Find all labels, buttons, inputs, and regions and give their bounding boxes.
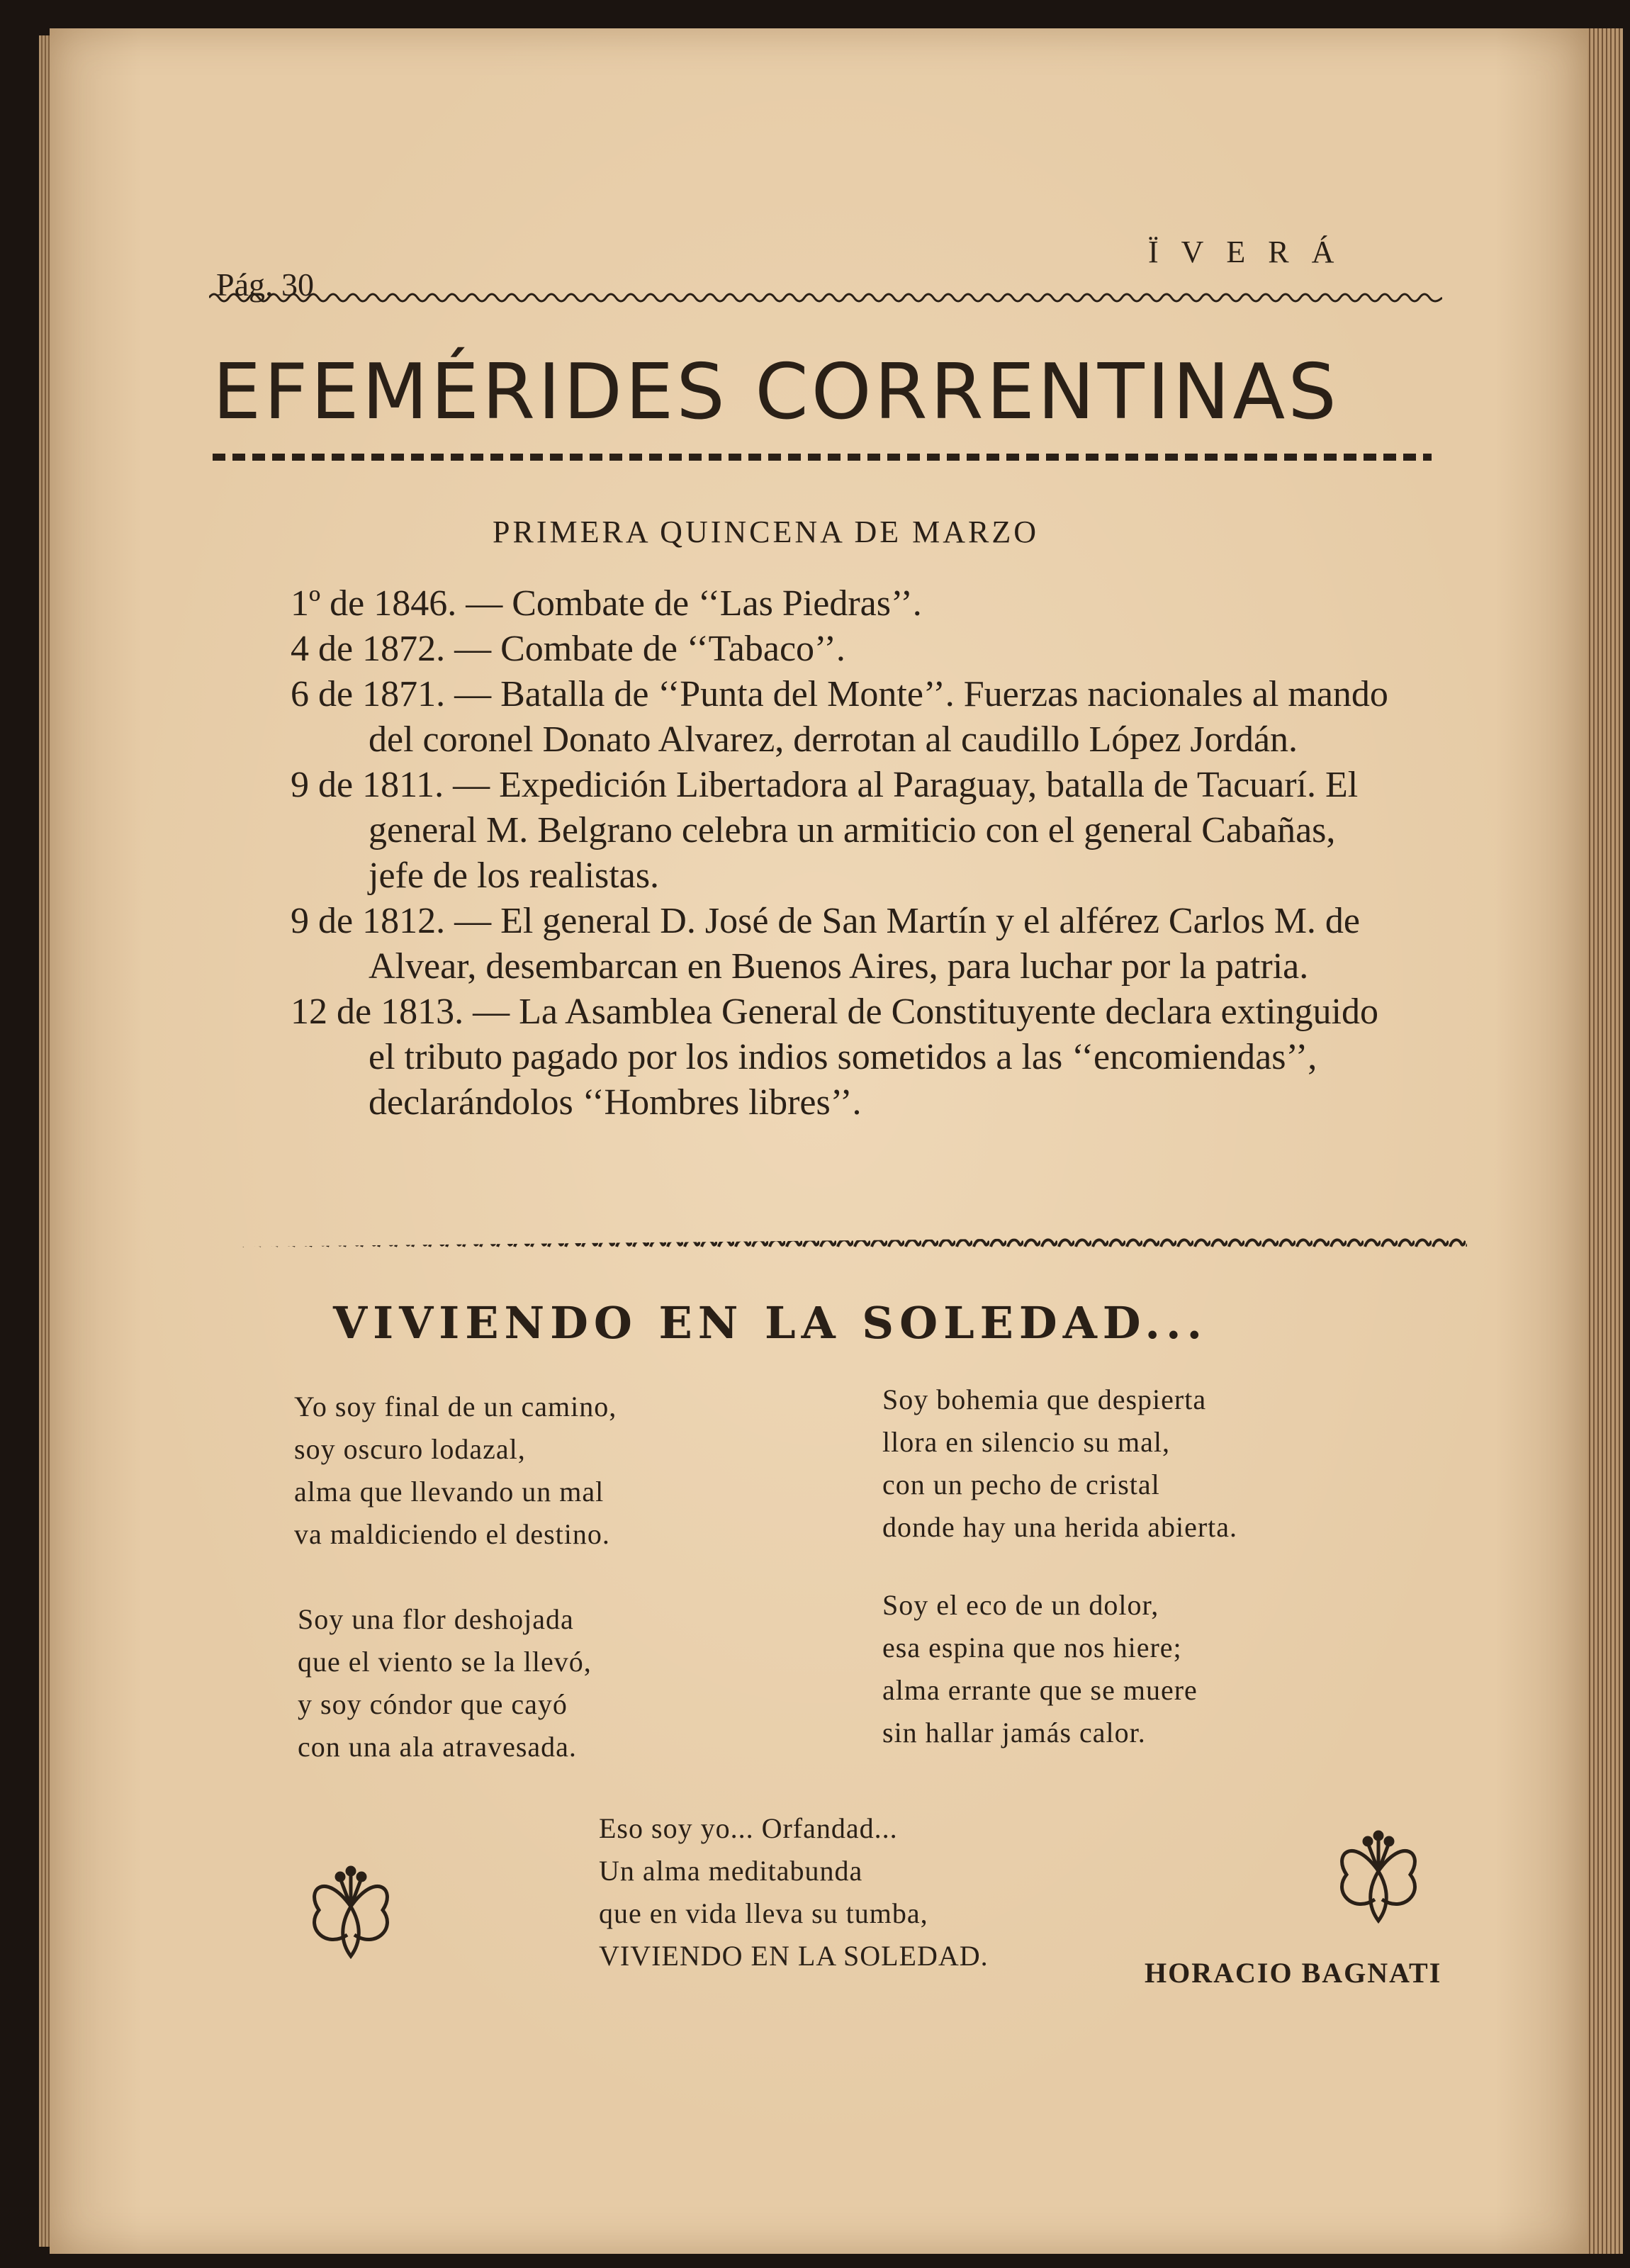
book-page-edges-right xyxy=(1586,28,1623,2254)
ephemeris-entry: 1º de 1846. — Combate de ‘‘Las Piedras’’. xyxy=(291,583,922,624)
poem-line: donde hay una herida abierta. xyxy=(882,1511,1238,1543)
poem-stanza xyxy=(882,1379,1237,1549)
title-dashed-rule xyxy=(213,454,1432,461)
poem-stanza xyxy=(294,1386,617,1556)
poem-line: VIVIENDO EN LA SOLEDAD. xyxy=(599,1940,989,1972)
ephemeris-entry: 6 de 1871. — Batalla de ‘‘Punta del Monte’’. Fuerzas nacionales al mando del coronel Donato Alvarez, derrotan al caudillo López Jordán. xyxy=(291,674,1388,760)
flower-ornament-icon xyxy=(298,1857,404,1963)
ephemeris-entry: 12 de 1813. — La Asamblea General de Constituyente declara extinguido el tributo pagado por los indios sometidos a las ‘‘encomiendas’’, declarándolos ‘‘Hombres libres’’. xyxy=(291,992,1378,1123)
poem-author: HORACIO BAGNATI xyxy=(1145,1957,1442,1989)
poem-final-stanza xyxy=(599,1807,989,1977)
header-wavy-rule xyxy=(209,284,1442,305)
poem-line: Soy el eco de un dolor, xyxy=(882,1589,1159,1621)
poem-line: con una ala atravesada. xyxy=(298,1731,577,1763)
ephemeris-entry: 9 de 1811. — Expedición Libertadora al Paraguay, batalla de Tacuarí. El general M. Belgrano celebra un armiticio con el general Cabañas, jefe de los realistas. xyxy=(291,765,1359,896)
poem-stanza xyxy=(882,1584,1198,1754)
ornamental-divider xyxy=(241,1230,1467,1255)
section-subtitle: PRIMERA QUINCENA DE MARZO xyxy=(493,515,1040,549)
poem-line: soy oscuro lodazal, xyxy=(294,1433,526,1465)
page-number: Pág. 30 xyxy=(216,266,314,303)
poem-line: alma que llevando un mal xyxy=(294,1476,605,1508)
poem-line: alma errante que se muere xyxy=(882,1674,1198,1706)
section-title: EFEMÉRIDES CORRENTINAS xyxy=(213,348,1339,437)
flower-ornament-icon xyxy=(1325,1821,1432,1928)
poem-line: Soy una flor deshojada xyxy=(298,1603,574,1635)
poem-line: va maldiciendo el destino. xyxy=(294,1518,610,1550)
poem-line: y soy cóndor que cayó xyxy=(298,1688,568,1720)
poem-line: Eso soy yo... Orfandad... xyxy=(599,1812,898,1844)
poem-line: Un alma meditabunda xyxy=(599,1855,863,1887)
ephemeris-list xyxy=(291,581,1389,1125)
poem-line: que el viento se la llevó, xyxy=(298,1646,592,1678)
ephemeris-entry: 4 de 1872. — Combate de ‘‘Tabaco’’. xyxy=(291,629,845,669)
poem-line: con un pecho de cristal xyxy=(882,1469,1160,1500)
poem-line: sin hallar jamás calor. xyxy=(882,1717,1146,1748)
poem-line: Yo soy final de un camino, xyxy=(294,1391,617,1422)
poem-line: esa espina que nos hiere; xyxy=(882,1632,1182,1663)
poem-line: llora en silencio su mal, xyxy=(882,1426,1171,1458)
poem-line: Soy bohemia que despierta xyxy=(882,1383,1207,1415)
ephemeris-entry: 9 de 1812. — El general D. José de San Martín y el alférez Carlos M. de Alvear, desembarcan en Buenos Aires, para luchar por la patria. xyxy=(291,901,1361,987)
poem-stanza xyxy=(298,1598,592,1768)
poem-line: que en vida lleva su tumba, xyxy=(599,1897,928,1929)
poem-title: VIVIENDO EN LA SOLEDAD... xyxy=(333,1297,1208,1349)
journal-name: ÏVERÁ xyxy=(1148,235,1357,269)
